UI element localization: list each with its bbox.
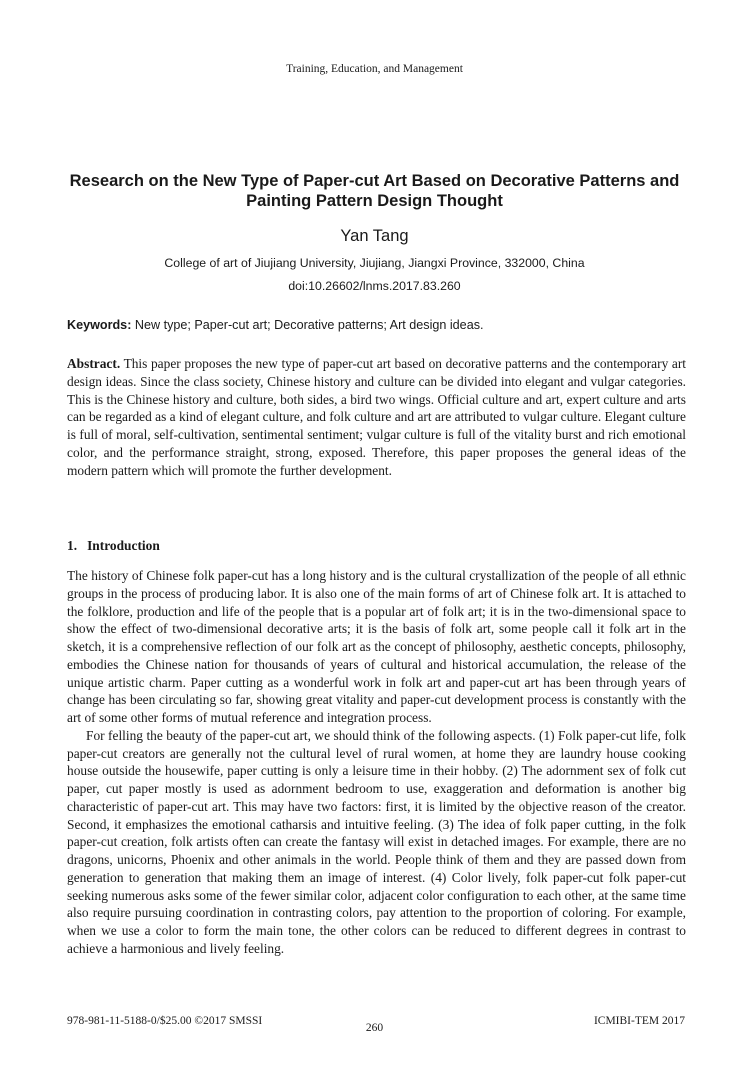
footer-conference: ICMIBI-TEM 2017 <box>593 1015 685 1027</box>
intro-paragraph: The history of Chinese folk paper-cut has a long history and is the cultural crystallization of the people of all ethnic groups in the process of producing labor. It is also one of the main forms of art of Chinese folk art. It is attached to the folklore, production and life of the people that is a popular art of folk art; it is in the two-dimensional space to show the effect of two-dimensional decorative arts; it is the basis of folk art, some people call it folk art in the sketch, it is a comprehensive reflection of our folk art as the concept of philosophy, aesthetic concepts, philosophy, embodies the Chinese nation for thousands of years of cultural and historical accumulation, the release of the unique artistic charm. Paper cutting as a wonderful work in folk art and paper-cut art has been through years of change has been circulating so far, showing great vitality and paper-cut development process is constantly with the art of some other forms of mutual reference and integration process. <box>67 568 686 725</box>
paper-title: Research on the New Type of Paper-cut Art Based on Decorative Patterns and Painting Pattern Design Thought <box>69 172 680 210</box>
abstract-text: This paper proposes the new type of paper-cut art based on decorative patterns and the contemporary art design ideas. Since the class society, Chinese history and culture can be divided into elegant and vulgar categories. This is the Chinese history and culture, both sides, a bird two wings. Official culture and art, expert culture and arts can be regarded as a kind of elegant culture, and folk culture and art are attributed to vulgar culture. Elegant culture is full of moral, self-cultivation, sentimental sentiment; vulgar culture is full of the vitality burst and rich emotional color, and the performance straight, strong, exposed. Therefore, this paper proposes the general ideas of the modern pattern which will promote the further development. <box>67 356 686 478</box>
section-heading: 1. Introduction <box>67 538 160 553</box>
author-affiliation: College of art of Jiujiang University, Jiujiang, Jiangxi Province, 332000, China <box>164 256 585 270</box>
keywords-label: Keywords: <box>67 318 132 332</box>
abstract-paragraph <box>67 355 686 479</box>
footer-isbn: 978-981-11-5188-0/$25.00 ©2017 SMSSI <box>67 1015 263 1027</box>
abstract-label: Abstract. <box>67 356 121 371</box>
intro-paragraph: For felling the beauty of the paper-cut art, we should think of the following aspects. (1) Folk paper-cut life, folk paper-cut creators are generally not the cultural level of rural women, at home they are laundry house cooking house outside the housewife, paper cutting is only a leisure time in their hobby. (2) The adornment sex of folk cut paper, cut paper mostly is used as adornment bedroom to use, exaggeration and deformation is another big characteristic of paper-cut art. This may have two factors: first, it is limited by the objective reason of the creator. Second, it emphasizes the emotional catharsis and intuitive feeling. (3) The idea of folk paper cutting, in the folk paper-cut creation, folk artists often can create the fantasy will exist in detached images. For example, there are no dragons, unicorns, Phoenix and other animals in the world. People think of them and they are passed down from generation to generation that making them an image of interest. (4) Color lively, folk paper-cut folk paper-cut seeking numerous asks some of the fewer similar color, adjacent color configuration to each other, at the same time also require pursuing coordination in contrasting colors, pay attention to the proportion of coloring. For example, when we use a color to form the main tone, the other colors can be reduced to different degrees in contrast to achieve a harmonious and lively feeling. <box>67 727 686 956</box>
author-name: Yan Tang <box>340 227 409 245</box>
page-number: 260 <box>365 1022 384 1034</box>
introduction-body <box>67 567 686 958</box>
keywords-line <box>67 318 687 332</box>
running-head: Training, Education, and Management <box>286 63 463 75</box>
doi: doi:10.26602/lnms.2017.83.260 <box>288 279 461 293</box>
keywords-text: New type; Paper-cut art; Decorative patterns; Art design ideas. <box>134 318 484 332</box>
